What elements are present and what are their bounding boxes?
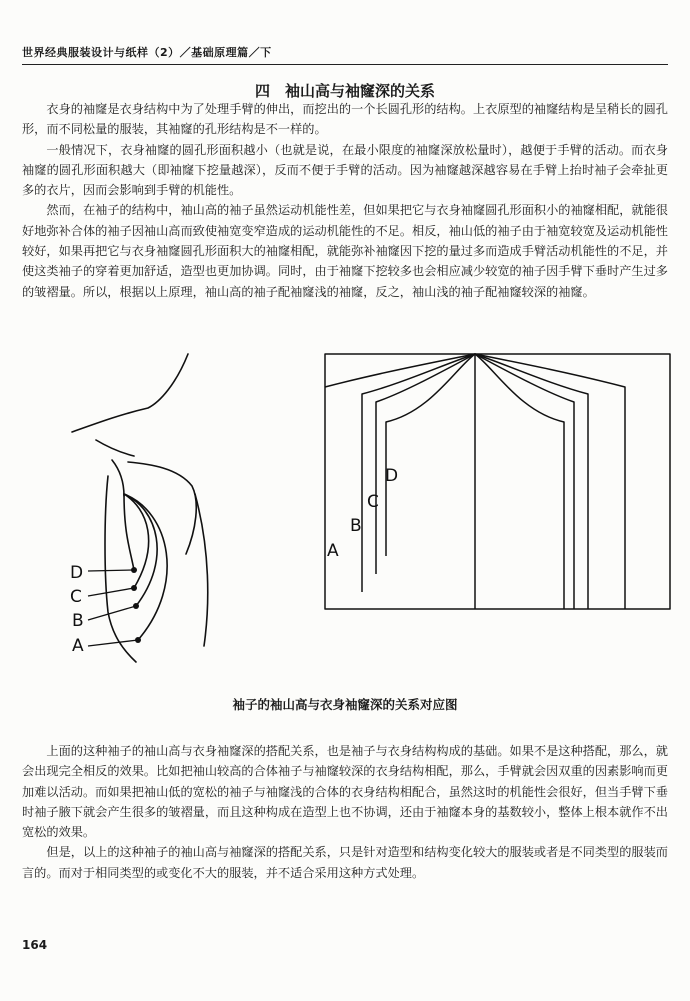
arm-contour bbox=[72, 354, 188, 432]
figure-illustration bbox=[0, 344, 690, 704]
arm-contour bbox=[195, 494, 208, 646]
armhole-curve-D bbox=[124, 494, 134, 570]
header-rule bbox=[22, 64, 668, 65]
sleeve-label-C: C bbox=[367, 492, 379, 512]
body-labels bbox=[70, 563, 84, 656]
body-label-leaders bbox=[88, 570, 138, 646]
paragraph: 衣身的袖窿是衣身结构中为了处理手臂的伸出，而挖出的一个长圆孔形的结构。上衣原型的袖窿结构是呈稍长的圆孔形，而不同松量的服装，其袖窿的孔形结构是不一样的。 bbox=[22, 102, 668, 137]
body-label-C: C bbox=[70, 587, 82, 607]
sleeve-label-A: A bbox=[327, 541, 339, 561]
paragraph: 但是，以上的这种袖子的袖山高与袖窿深的搭配关系，只是针对造型和结构变化较大的服装或者是不同类型的服装而言的。而对于相同类型的或变化不大的服装，并不适合采用这种方式处理。 bbox=[22, 845, 668, 880]
body-label-B: B bbox=[72, 611, 84, 631]
section-title: 四 袖山高与袖窿深的关系 bbox=[254, 82, 435, 100]
body-illustration bbox=[72, 354, 208, 662]
figure-caption: 袖子的袖山高与衣身袖窿深的关系对应图 bbox=[232, 697, 458, 712]
paragraph: 上面的这种袖子的袖山高与衣身袖窿深的搭配关系，也是袖子与衣身结构构成的基础。如果不是这种搭配，那么，就会出现完全相反的效果。比如把袖山较高的合体袖子与袖窿较深的衣身结构相配，那么，手臂就会因双重的因素影响而更加难以活动。而如果把袖山低的宽松的袖子与袖窿浅的合体的衣身结构相配合，虽然这时的机能性会很好，但当手臂下垂时袖子腋下就会产生很多的皱褶量，而且这种构成在造型上也不协调，还由于袖窿本身的基数较小，整体上根本就作不出宽松的效果。 bbox=[22, 744, 668, 840]
sleeve-label-D: D bbox=[385, 466, 399, 486]
shoulder-line bbox=[112, 460, 124, 496]
paragraph: 然而，在袖子的结构中，袖山高的袖子虽然运动机能性差，但如果把它与衣身袖窿圆孔形面积小的袖窿相配，就能很好地弥补合体的袖子因袖山高而致使袖宽变窄造成的运动机能性的不足。相反，袖山低的袖子由于袖宽较宽及运动机能性较好，如果再把它与衣身袖窿圆孔形面积大的袖窿相配，就能弥补袖窿因下挖的量过多而造成手臂活动机能性的不足，并使这类袖子的穿着更加舒适，造型也更加协调。同时，由于袖窿下挖较多也会相应减少较宽的袖子因手臂下垂时产生过多的皱褶量。所以，根据以上原理，袖山高的袖子配袖窿浅的袖窿，反之，袖山浅的袖子配袖窿较深的袖窿。 bbox=[22, 203, 668, 299]
running-header: 世界经典服装设计与纸样（2）／基础原理篇／下 bbox=[22, 46, 272, 59]
shoulder-line bbox=[96, 440, 134, 456]
armhole-curve-A bbox=[124, 494, 167, 640]
sleeve-armhole-figure bbox=[0, 344, 690, 704]
paragraph: 一般情况下，衣身袖窿的圆孔形面积越小（也就是说，在最小限度的袖窿深放松量时），越便于手臂的活动。而衣身袖窿的圆孔形面积越大（即袖窿下挖量越深），反而不便于手臂的活动。因为袖窿越深越容易在手臂上抬时袖子会牵扯更多的衣片，因而会影响到手臂的机能性。 bbox=[22, 142, 668, 198]
sleeve-label-B: B bbox=[350, 516, 362, 536]
body-label-A: A bbox=[72, 636, 84, 656]
page-number: 164 bbox=[22, 938, 48, 952]
sleeve-pattern bbox=[325, 354, 670, 609]
body-label-D: D bbox=[70, 563, 84, 583]
body-text-bottom bbox=[22, 741, 668, 883]
body-text-top bbox=[22, 99, 668, 302]
